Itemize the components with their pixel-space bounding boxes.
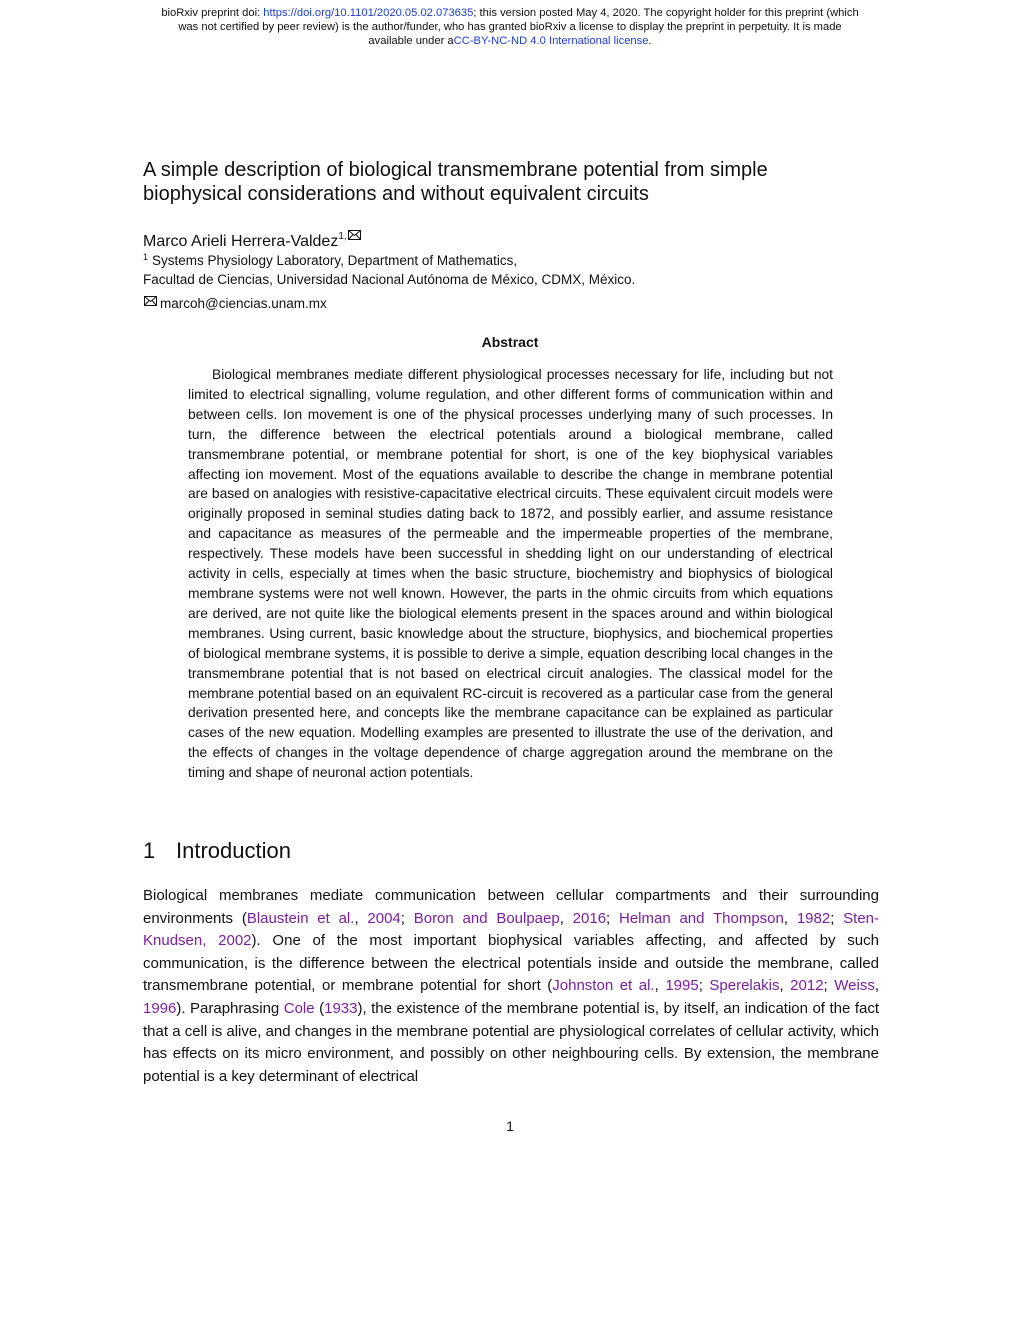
- intro-text: ,: [354, 909, 368, 927]
- intro-text: (: [314, 999, 325, 1017]
- author-email[interactable]: marcoh@ciencias.unam.mx: [160, 296, 327, 311]
- page-number: 1: [506, 1118, 514, 1134]
- citation-link[interactable]: Sten-Knudsen, 2002: [143, 909, 880, 950]
- introduction-paragraph: [143, 885, 879, 1088]
- affiliation-line-2: Facultad de Ciencias, Universidad Nacional Autónoma de México, CDMX, México.: [143, 272, 636, 287]
- intro-text: ;: [823, 977, 835, 995]
- author-name: Marco Arieli Herrera-Valdez: [143, 233, 339, 250]
- citation-link[interactable]: Blaustein et al.: [246, 909, 355, 927]
- intro-text: ;: [698, 977, 710, 995]
- banner-line-3: [0, 34, 1020, 48]
- author-email-line: [143, 293, 327, 313]
- paper-title: [143, 158, 883, 206]
- license-link[interactable]: CC-BY-NC-ND 4.0 International license: [453, 35, 649, 47]
- title-line-1: A simple description of biological transmembrane potential from simple: [143, 159, 768, 181]
- citation-link[interactable]: Johnston et al.: [552, 977, 655, 995]
- affiliation-number: 1: [143, 252, 149, 262]
- citation-link[interactable]: Boron and Boulpaep: [413, 909, 560, 927]
- affiliation-lab: Systems Physiology Laboratory, Department of Mathematics,: [152, 253, 518, 268]
- section-heading-introduction: [143, 837, 291, 865]
- affiliation-line-1: [143, 248, 517, 270]
- banner-prefix: bioRxiv preprint doi:: [161, 7, 264, 19]
- intro-text: ,: [874, 977, 879, 995]
- intro-text: ). One of the most important biophysical variables affecting, and affected by such communication, is the difference between the electrical potentials inside and outside the membrane, called transmembrane potential, or membrane potential for short (: [143, 932, 879, 995]
- citation-link[interactable]: Helman and Thompson: [619, 909, 784, 927]
- section-number: 1: [143, 838, 156, 863]
- citation-link[interactable]: Cole: [283, 999, 315, 1017]
- intro-text: ). Paraphrasing: [176, 999, 284, 1017]
- citation-year-link[interactable]: 1982: [796, 909, 831, 927]
- intro-text: ;: [400, 909, 414, 927]
- banner-line-1: [0, 6, 1020, 20]
- intro-text: ;: [830, 909, 844, 927]
- author-superscript: 1,: [338, 231, 347, 242]
- citation-year-link[interactable]: 1933: [324, 999, 358, 1017]
- section-title: Introduction: [176, 838, 291, 863]
- intro-text: ,: [559, 909, 573, 927]
- intro-text: Biological membranes mediate communication between cellular compartments and their surrounding environments (: [143, 887, 879, 927]
- citation-link[interactable]: Weiss: [834, 977, 875, 995]
- intro-text: ), the existence of the membrane potential is, by itself, an indication of the fact that a cell is alive, and changes in the membrane potential are physiological correlates of cellular activity, which has effects on its micro environment, and possibly on other neighbouring cells. By extension, the membrane potential is a key determinant of electrical: [143, 999, 879, 1085]
- intro-text: ,: [783, 909, 797, 927]
- intro-text: ,: [654, 977, 666, 995]
- banner-license-prefix: available under a: [368, 35, 454, 47]
- citation-year-link[interactable]: 1996: [143, 999, 177, 1017]
- title-line-2: biophysical considerations and without equivalent circuits: [143, 183, 649, 205]
- citation-year-link[interactable]: 2004: [367, 909, 401, 927]
- citation-link[interactable]: Sperelakis: [709, 977, 780, 995]
- banner-license-suffix: .: [648, 35, 652, 47]
- intro-text: ,: [779, 977, 791, 995]
- abstract-text: Biological membranes mediate different physiological processes necessary for life, including but not limited to electrical signalling, volume regulation, and other different forms of communication within and between cells. Ion movement is one of the physical processes underlying many of such processes. In turn, the difference between the electrical potentials around a biological membrane, called transmembrane potential, or membrane potential for short, is one of the key biophysical variables affecting ion movement. Most of the equations available to describe the change in membrane potential are based on analogies with resistive-capacitative electrical circuits. These equivalent circuit models were originally proposed in seminal studies dating back to 1872, and possibly earlier, and assume resistance and capacitance as measures of the permeable and the impermeable properties of the membrane, respectively. These models have been successful in shedding light on our understanding of electrical activity in cells, especially at times when the basic structure, biochemistry and biophysics of biological membrane systems were not well known. However, the parts in the ohmic circuits from which equations are derived, are not quite like the biological elements present in the spaces around and within biological membranes. Using current, basic knowledge about the structure, biophysics, and biochemical properties of biological membrane systems, it is possible to derive a simple, equation describing local changes in the transmembrane potential that is not based on electrical circuit analogies. The classical model for the membrane potential based on an equivalent RC-circuit is recovered as a particular case from the general derivation presented here, and concepts like the membrane capacitance can be explained as particular cases of the new equation. Modelling examples are presented to illustrate the use of the derivation, and the effects of changes in the voltage dependence of charge aggregation around the membrane on the timing and shape of neuronal action potentials.: [188, 367, 833, 781]
- abstract-heading: Abstract: [481, 334, 539, 350]
- banner-line-2: was not certified by peer review) is the author/funder, who has granted bioRxiv a license to display the preprint in perpetuity. It is made: [178, 21, 842, 33]
- citation-year-link[interactable]: 2016: [572, 909, 607, 927]
- preprint-banner: [0, 6, 1020, 48]
- intro-text: ;: [606, 909, 619, 927]
- banner-suffix: ; this version posted May 4, 2020. The copyright holder for this preprint (which: [473, 7, 859, 19]
- envelope-icon: [144, 293, 157, 311]
- citation-year-link[interactable]: 1995: [665, 977, 699, 995]
- citation-year-link[interactable]: 2012: [790, 977, 824, 995]
- doi-link[interactable]: https://doi.org/10.1101/2020.05.02.073635: [263, 7, 474, 19]
- envelope-icon: [348, 226, 361, 246]
